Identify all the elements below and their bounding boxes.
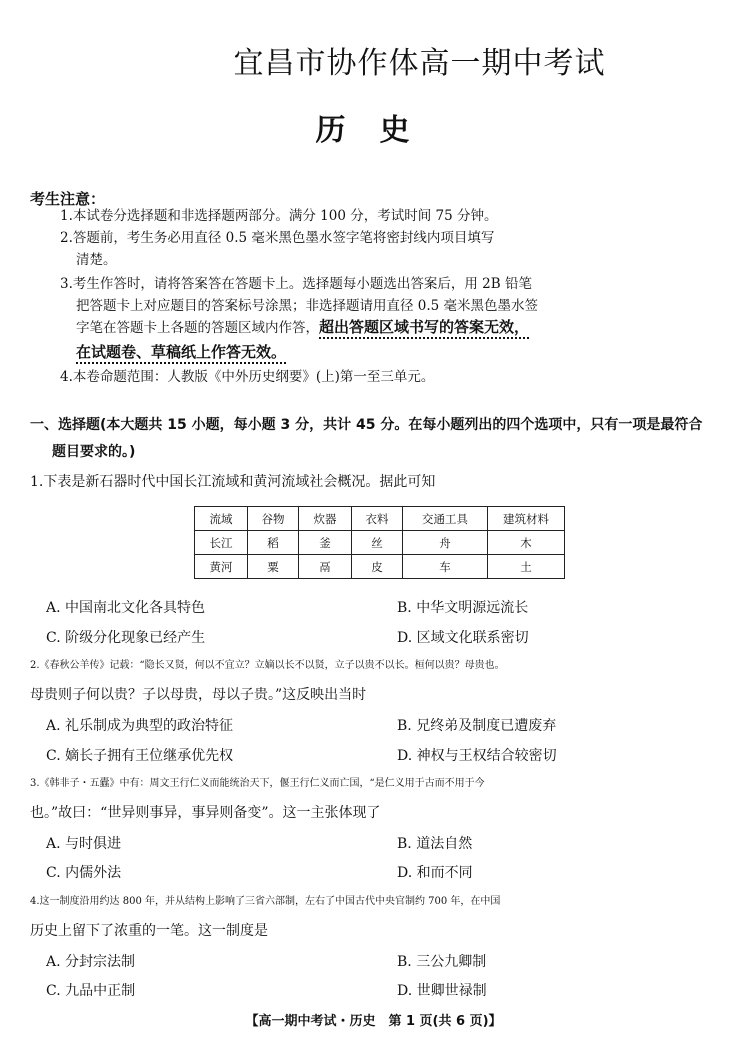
section-heading-line-2: 题目要求的。) bbox=[52, 444, 136, 460]
table-cell: 舟 bbox=[403, 531, 488, 555]
table-cell: 土 bbox=[488, 555, 565, 579]
notice-item-4: 4.本卷命题范围：人教版《中外历史纲要》(上)第一至三单元。 bbox=[60, 369, 435, 385]
subject-title bbox=[0, 105, 739, 149]
question-3-option-d: D. 和而不同 bbox=[397, 865, 473, 881]
question-1-table bbox=[194, 506, 565, 579]
table-header-cell: 衣料 bbox=[352, 507, 403, 531]
table-header-cell: 流域 bbox=[195, 507, 248, 531]
table-header-row bbox=[195, 507, 565, 531]
notice-item-2-line-2: 清楚。 bbox=[76, 252, 117, 268]
table-row bbox=[195, 555, 565, 579]
table-header-cell: 交通工具 bbox=[403, 507, 488, 531]
question-3-line-1: 3.《韩非子・五蠹》中有：周文王行仁义而能统治天下，偃王行仁义而亡国，“是仁义用于古而不用于今 bbox=[30, 778, 485, 789]
question-2-option-c: C. 嫡长子拥有王位继承优先权 bbox=[46, 748, 234, 764]
question-3-option-c: C. 内儒外法 bbox=[46, 865, 122, 881]
exam-title: 宜昌市协作体高一期中考试 bbox=[233, 46, 606, 81]
question-2-line-1: 2.《春秋公羊传》记载：“隐长又贤，何以不宜立？立嫡以长不以贤，立子以贵不以长。桓何以贵？母贵也。 bbox=[30, 660, 505, 671]
question-2-option-a: A. 礼乐制成为典型的政治特征 bbox=[46, 718, 234, 734]
table-cell: 稻 bbox=[248, 531, 299, 555]
table-cell: 鬲 bbox=[299, 555, 352, 579]
table-cell: 长江 bbox=[195, 531, 248, 555]
question-1-option-c: C. 阶级分化现象已经产生 bbox=[46, 630, 206, 646]
table-cell: 皮 bbox=[352, 555, 403, 579]
table-cell: 粟 bbox=[248, 555, 299, 579]
question-4-option-a: A. 分封宗法制 bbox=[46, 954, 136, 970]
section-heading bbox=[30, 412, 720, 466]
notice-item-3-line-3-normal: 字笔在答题卡上各题的答题区域内作答， bbox=[76, 320, 319, 336]
table-cell: 木 bbox=[488, 531, 565, 555]
section-heading-line-1: 一、选择题(本大题共 15 小题，每小题 3 分，共计 45 分。在每小题列出的四个选项中，只有一项是最符合 bbox=[30, 417, 703, 433]
question-4-option-c: C. 九品中正制 bbox=[46, 983, 136, 999]
question-3-line-2: 也。”故曰：“世异则事异，事异则备变”。这一主张体现了 bbox=[30, 805, 381, 821]
question-1-option-d: D. 区域文化联系密切 bbox=[397, 630, 529, 646]
subject-text: 历史 bbox=[315, 113, 444, 148]
notice-item-3-emphasis-2: 在试题卷、草稿纸上作答无效。 bbox=[76, 343, 287, 361]
notice-item-3-line-2: 把答题卡上对应题目的答案标号涂黑；非选择题请用直径 0.5 毫米黑色墨水签 bbox=[76, 298, 539, 314]
table-cell: 黄河 bbox=[195, 555, 248, 579]
question-3-option-a: A. 与时俱进 bbox=[46, 836, 122, 852]
question-1-option-a: A. 中国南北文化各具特色 bbox=[46, 600, 206, 616]
table-cell: 车 bbox=[403, 555, 488, 579]
notice-item-2-line-1: 2.答题前，考生务必用直径 0.5 毫米黑色墨水签字笔将密封线内项目填写 bbox=[60, 230, 495, 246]
notice-item-1: 1.本试卷分选择题和非选择题两部分。满分 100 分，考试时间 75 分钟。 bbox=[60, 208, 498, 224]
table-cell: 丝 bbox=[352, 531, 403, 555]
question-4-option-d: D. 世卿世禄制 bbox=[397, 983, 487, 999]
table-header-cell: 炊器 bbox=[299, 507, 352, 531]
question-2-line-2: 母贵则子何以贵？子以母贵，母以子贵。”这反映出当时 bbox=[30, 687, 367, 703]
notice-item-3-line-4 bbox=[76, 341, 286, 364]
question-2-option-d: D. 神权与王权结合较密切 bbox=[397, 748, 557, 764]
notice-item-3-line-3 bbox=[76, 316, 529, 339]
page-footer: 【高一期中考试・历史 第 1 页(共 6 页)】 bbox=[245, 1014, 502, 1029]
question-4-line-2: 历史上留下了浓重的一笔。这一制度是 bbox=[30, 923, 268, 939]
notice-heading: 考生注意： bbox=[30, 190, 106, 208]
question-4-line-1: 4.这一制度沿用约达 800 年，并从结构上影响了三省六部制，左右了中国古代中央官制约 700 年，在中国 bbox=[30, 896, 501, 907]
notice-item-3-line-1: 3.考生作答时，请将答案答在答题卡上。选择题每小题选出答案后，用 2B 铅笔 bbox=[60, 276, 532, 292]
table-header-cell: 建筑材料 bbox=[488, 507, 565, 531]
question-3-option-b: B. 道法自然 bbox=[397, 836, 473, 852]
table-row bbox=[195, 531, 565, 555]
question-2-option-b: B. 兄终弟及制度已遭废弃 bbox=[397, 718, 557, 734]
notice-item-3-emphasis-1: 超出答题区域书写的答案无效， bbox=[319, 318, 530, 336]
table-header-cell: 谷物 bbox=[248, 507, 299, 531]
table-cell: 釜 bbox=[299, 531, 352, 555]
question-1-option-b: B. 中华文明源远流长 bbox=[397, 600, 529, 616]
question-4-option-b: B. 三公九卿制 bbox=[397, 954, 487, 970]
question-1-stem: 1.下表是新石器时代中国长江流域和黄河流域社会概况。据此可知 bbox=[30, 474, 436, 490]
